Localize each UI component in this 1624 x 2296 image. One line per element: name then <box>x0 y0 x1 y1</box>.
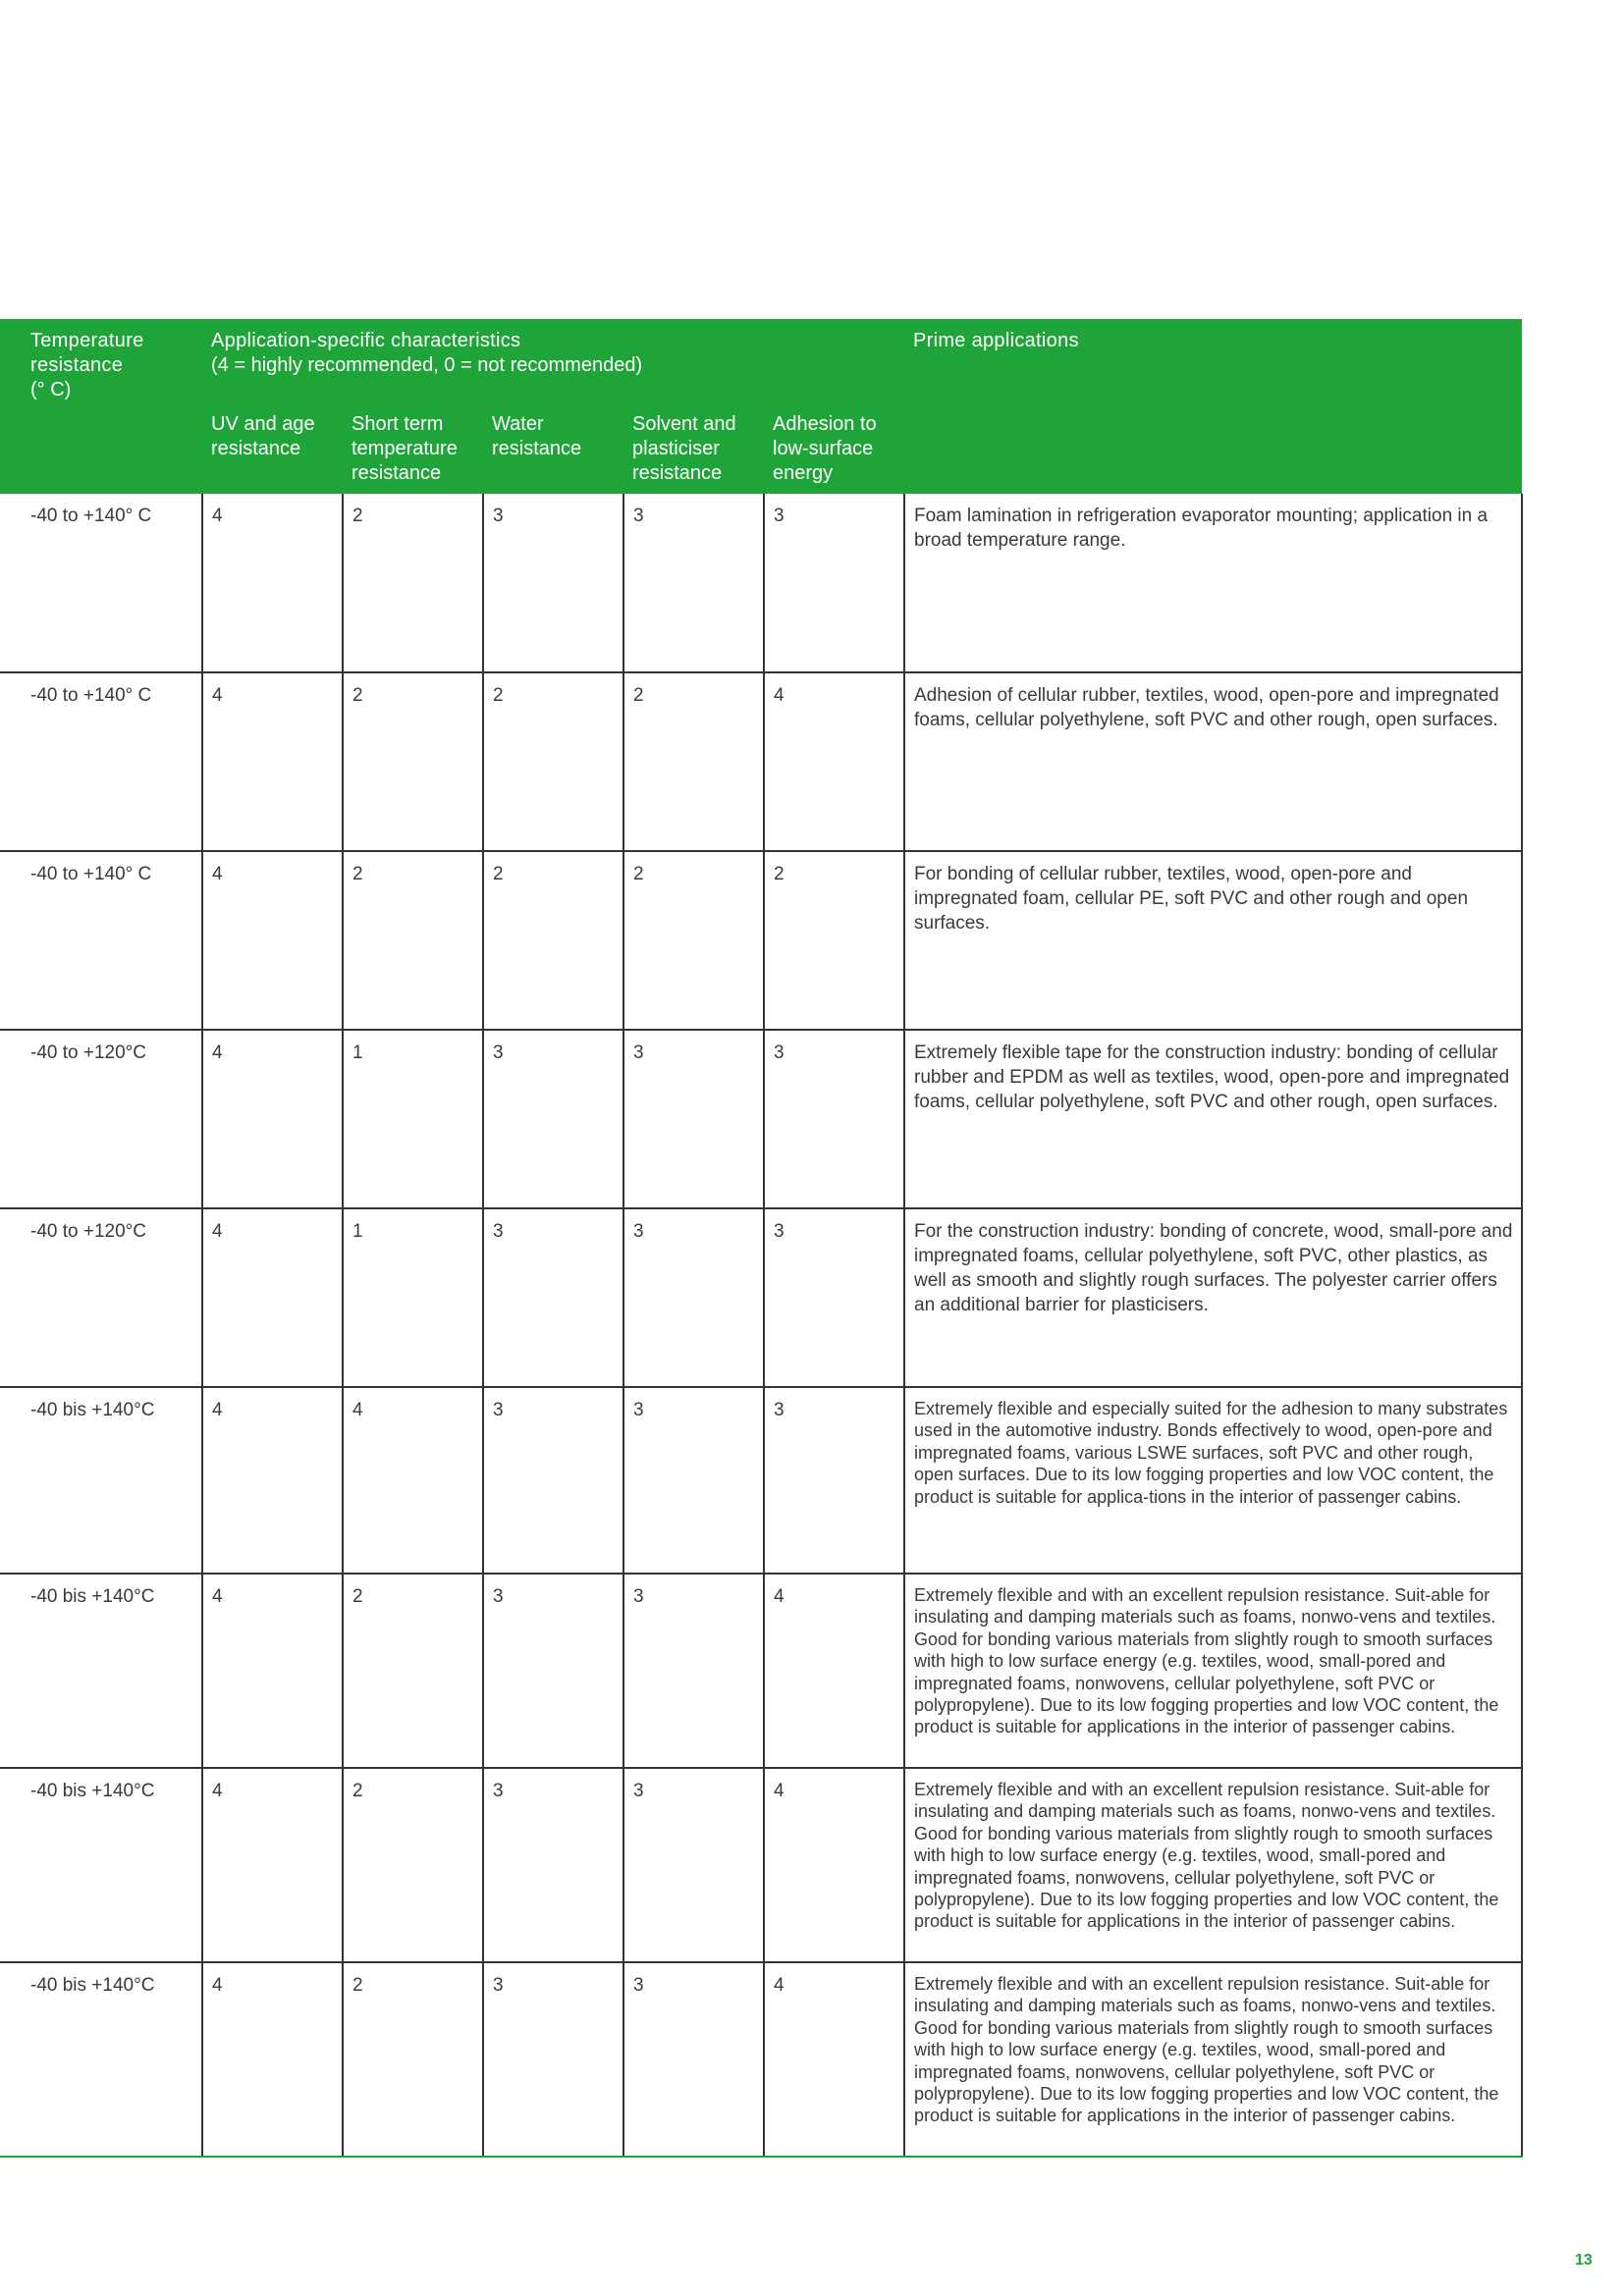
application-header-title: Application-specific characteristics <box>211 330 521 351</box>
solvent-cell: 3 <box>623 1208 764 1387</box>
subheader-empty-prime <box>904 402 1522 494</box>
adhesion-cell: 4 <box>764 1962 904 2157</box>
uv-cell: 4 <box>202 1768 343 1962</box>
prime-application-cell: Extremely flexible tape for the construction industry: bonding of cellular rubber and EPDM as well as textiles, wood, open-pore and impregnated foams, cellular polyethylene, soft PVC and other rough, open surfaces. <box>904 1030 1522 1208</box>
adhesion-cell: 4 <box>764 1768 904 1962</box>
temperature-header-label: Temperature resistance <box>30 330 144 376</box>
application-header <box>202 319 904 402</box>
uv-cell: 4 <box>202 1387 343 1574</box>
uv-cell: 4 <box>202 1030 343 1208</box>
characteristics-table <box>0 319 1523 2158</box>
prime-application-cell: Extremely flexible and with an excellent repulsion resistance. Suit-able for insulating and damping materials such as foams, nonwo-vens and textiles. Good for bonding various materials from slightly rough to smooth surfaces with high to low surface energy (e.g. textiles, wood, small-pored and impregnated foams, nonwovens, cellular polyethylene, soft PVC or polypropylene). Due to its low fogging properties and low VOC content, the product is suitable for applications in the interior of passenger cabins. <box>904 1768 1522 1962</box>
solvent-cell: 2 <box>623 851 764 1030</box>
solvent-cell: 3 <box>623 1768 764 1962</box>
temperature-header <box>0 319 202 402</box>
adhesion-cell: 3 <box>764 1208 904 1387</box>
table-subheader-row <box>0 402 1522 494</box>
page-number: 13 <box>1575 2252 1593 2269</box>
adhesion-cell: 4 <box>764 672 904 851</box>
short-term-cell: 1 <box>343 1030 483 1208</box>
prime-application-cell: Extremely flexible and with an excellent repulsion resistance. Suit-able for insulating and damping materials such as foams, nonwo-vens and textiles. Good for bonding various materials from slightly rough to smooth surfaces with high to low surface energy (e.g. textiles, wood, small-pored and impregnated foams, nonwovens, cellular polyethylene, soft PVC or polypropylene). Due to its low fogging properties and low VOC content, the product is suitable for applications in the interior of passenger cabins. <box>904 1962 1522 2157</box>
adhesion-cell: 3 <box>764 1030 904 1208</box>
temperature-cell: -40 bis +140°C <box>0 1768 202 1962</box>
table-row <box>0 1574 1522 1768</box>
table-row <box>0 1030 1522 1208</box>
uv-header: UV and age resistance <box>211 413 315 459</box>
subheader-empty <box>0 402 202 494</box>
prime-applications-header-label: Prime applications <box>913 330 1079 351</box>
solvent-cell: 3 <box>623 494 764 672</box>
water-cell: 3 <box>483 1962 623 2157</box>
uv-cell: 4 <box>202 494 343 672</box>
short-term-cell: 2 <box>343 1574 483 1768</box>
prime-application-cell: Extremely flexible and with an excellent repulsion resistance. Suit-able for insulating and damping materials such as foams, nonwo-vens and textiles. Good for bonding various materials from slightly rough to smooth surfaces with high to low surface energy (e.g. textiles, wood, small-pored and impregnated foams, nonwovens, cellular polyethylene, soft PVC or polypropylene). Due to its low fogging properties and low VOC content, the product is suitable for applications in the interior of passenger cabins. <box>904 1574 1522 1768</box>
water-cell: 3 <box>483 1387 623 1574</box>
temperature-cell: -40 bis +140°C <box>0 1574 202 1768</box>
prime-application-cell: For bonding of cellular rubber, textiles, wood, open-pore and impregnated foam, cellular PE, soft PVC and other rough and open surfaces. <box>904 851 1522 1030</box>
solvent-cell: 3 <box>623 1574 764 1768</box>
water-cell: 2 <box>483 672 623 851</box>
table-header-row <box>0 319 1522 402</box>
short-term-cell: 2 <box>343 494 483 672</box>
short-term-cell: 2 <box>343 1768 483 1962</box>
water-cell: 3 <box>483 1574 623 1768</box>
table-row <box>0 851 1522 1030</box>
adhesion-cell: 3 <box>764 494 904 672</box>
uv-cell: 4 <box>202 1962 343 2157</box>
adhesion-header: Adhesion to low-surface energy <box>773 413 877 484</box>
prime-application-cell: For the construction industry: bonding of concrete, wood, small-pore and impregnated foams, cellular polyethylene, soft PVC, other plastics, as well as smooth and slightly rough surfaces. The polyester carrier offers an additional barrier for plasticisers. <box>904 1208 1522 1387</box>
uv-cell: 4 <box>202 1208 343 1387</box>
prime-application-cell: Adhesion of cellular rubber, textiles, wood, open-pore and impregnated foams, cellular polyethylene, soft PVC and other rough, open surfaces. <box>904 672 1522 851</box>
solvent-cell: 3 <box>623 1387 764 1574</box>
uv-cell: 4 <box>202 851 343 1030</box>
short-term-cell: 2 <box>343 672 483 851</box>
product-table-wrapper <box>0 319 1522 2158</box>
water-cell: 3 <box>483 1768 623 1962</box>
short-term-cell: 2 <box>343 1962 483 2157</box>
solvent-cell: 3 <box>623 1030 764 1208</box>
table-row <box>0 1768 1522 1962</box>
solvent-cell: 3 <box>623 1962 764 2157</box>
temperature-cell: -40 bis +140°C <box>0 1962 202 2157</box>
water-cell: 3 <box>483 1030 623 1208</box>
short-term-cell: 2 <box>343 851 483 1030</box>
adhesion-cell: 4 <box>764 1574 904 1768</box>
table-row <box>0 1387 1522 1574</box>
temperature-cell: -40 to +120°C <box>0 1030 202 1208</box>
short-term-cell: 4 <box>343 1387 483 1574</box>
uv-cell: 4 <box>202 1574 343 1768</box>
water-cell: 3 <box>483 1208 623 1387</box>
adhesion-cell: 3 <box>764 1387 904 1574</box>
temperature-cell: -40 to +140° C <box>0 851 202 1030</box>
table-row <box>0 1208 1522 1387</box>
prime-application-cell: Foam lamination in refrigeration evaporator mounting; application in a broad temperature range. <box>904 494 1522 672</box>
solvent-cell: 2 <box>623 672 764 851</box>
adhesion-cell: 2 <box>764 851 904 1030</box>
temperature-cell: -40 to +140° C <box>0 672 202 851</box>
table-row <box>0 494 1522 672</box>
prime-applications-header <box>904 319 1522 402</box>
water-header: Water resistance <box>492 413 582 459</box>
table-row <box>0 1962 1522 2157</box>
temperature-header-unit: (° C) <box>30 379 72 400</box>
temperature-cell: -40 bis +140°C <box>0 1387 202 1574</box>
short-term-header: Short term temperature resistance <box>352 413 458 484</box>
water-cell: 2 <box>483 851 623 1030</box>
water-cell: 3 <box>483 494 623 672</box>
short-term-cell: 1 <box>343 1208 483 1387</box>
solvent-header: Solvent and plasticiser resistance <box>632 413 736 484</box>
prime-application-cell: Extremely flexible and especially suited for the adhesion to many substrates used in the automotive industry. Bonds effectively to wood, open-pore and impregnated foams, various LSWE surfaces, soft PVC and other rough, open surfaces. Due to its low fogging properties and low VOC content, the product is suitable for applica-tions in the interior of passenger cabins. <box>904 1387 1522 1574</box>
temperature-cell: -40 to +140° C <box>0 494 202 672</box>
uv-cell: 4 <box>202 672 343 851</box>
table-row <box>0 672 1522 851</box>
application-header-scale: (4 = highly recommended, 0 = not recommended) <box>211 354 643 376</box>
temperature-cell: -40 to +120°C <box>0 1208 202 1387</box>
